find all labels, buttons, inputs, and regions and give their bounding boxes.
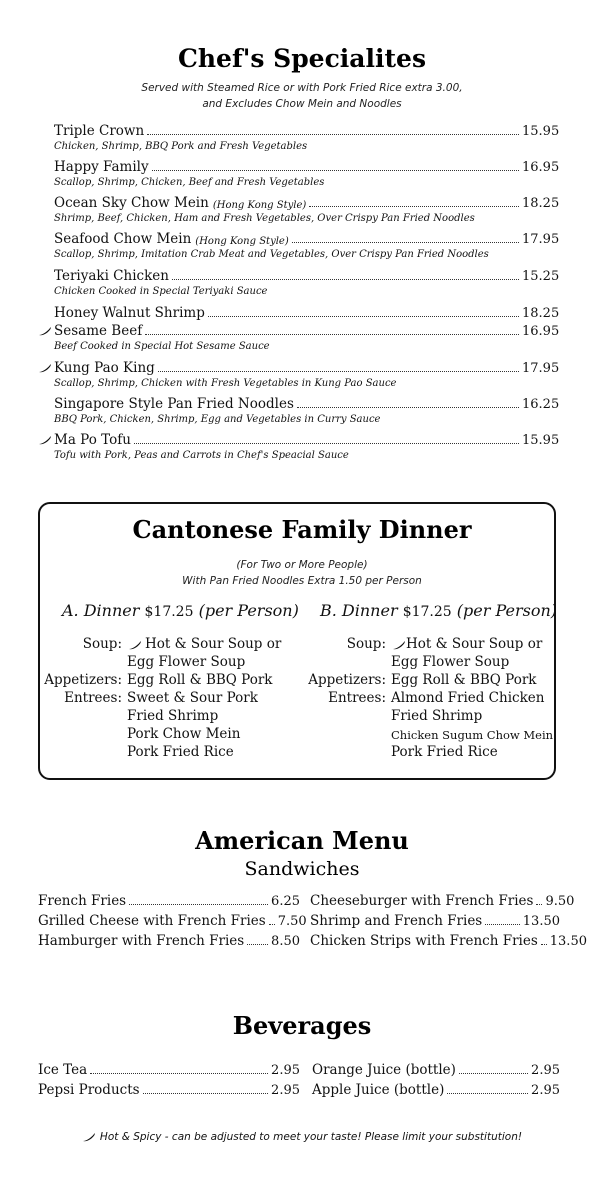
menu-item-row — [54, 193, 558, 211]
dinner-b-soup-1: Hot & Sour Soup or — [406, 636, 543, 652]
menu-item-row — [54, 266, 558, 284]
hot-pepper-icon — [82, 1132, 96, 1142]
cantonese-title: Cantonese Family Dinner — [132, 515, 472, 544]
dinner-a-name: A. Dinner — [62, 601, 140, 620]
dotted-leader — [247, 944, 268, 945]
menu-item-row — [54, 394, 558, 412]
dinner-a-soup-1: Hot & Sour Soup or — [145, 636, 282, 652]
beverages-item-row — [312, 1060, 560, 1078]
menu-item-description: Shrimp, Beef, Chicken, Ham and Fresh Vegetables, Over Crispy Pan Fried Noodles — [54, 213, 475, 224]
menu-item-row — [54, 121, 558, 139]
menu-item-name: Teriyaki Chicken — [54, 268, 169, 284]
menu-item-note: (Hong Kong Style) — [195, 236, 289, 247]
dotted-leader — [147, 134, 519, 135]
american-item-row — [310, 911, 560, 929]
hot-pepper-icon — [392, 640, 406, 650]
menu-item-name: Seafood Chow Mein — [54, 231, 192, 247]
dotted-leader — [208, 316, 519, 317]
dinner-a-soup-label: Soup: — [82, 636, 122, 652]
dinner-a-price: $17.25 — [144, 604, 194, 620]
american-item-name: Hamburger with French Fries — [38, 933, 245, 949]
menu-item-name: Triple Crown — [54, 123, 145, 139]
dotted-leader — [292, 242, 519, 243]
dinner-a-entree-2: Fried Shrimp — [127, 708, 219, 724]
spicy-footnote-text: Hot & Spicy - can be adjusted to meet your taste! Please limit your substitution! — [99, 1131, 523, 1143]
menu-item-name: Happy Family — [54, 159, 149, 175]
menu-item-price: 15.95 — [522, 124, 560, 139]
dinner-b-entrees-label: Entrees: — [328, 690, 386, 706]
dinner-b-heading — [320, 601, 557, 620]
dotted-leader — [129, 904, 268, 905]
american-item-price: 6.25 — [271, 894, 300, 909]
menu-item-row — [54, 430, 558, 448]
dotted-leader — [541, 944, 547, 945]
menu-item-name: Ma Po Tofu — [54, 432, 131, 448]
menu-item-name: Kung Pao King — [54, 360, 155, 376]
dotted-leader — [152, 170, 519, 171]
chefs-note-line-1: Served with Steamed Rice or with Pork Fried Rice extra 3.00, — [141, 82, 463, 94]
menu-item-price: 16.95 — [522, 324, 560, 339]
dinner-a-entrees-label: Entrees: — [64, 690, 122, 706]
dotted-leader — [269, 924, 275, 925]
american-item-price: 13.50 — [549, 934, 587, 949]
dinner-b-entree-4: Pork Fried Rice — [391, 744, 498, 760]
dotted-leader — [309, 206, 519, 207]
menu-item-note: (Hong Kong Style) — [212, 200, 307, 211]
menu-item-row — [54, 303, 558, 321]
spicy-footnote — [0, 1131, 604, 1143]
menu-item-description: BBQ Pork, Chicken, Shrimp, Egg and Vegetables in Curry Sauce — [54, 414, 381, 425]
menu-item-name: Singapore Style Pan Fried Noodles — [54, 396, 294, 412]
dinner-b-entree-2: Fried Shrimp — [391, 708, 483, 724]
menu-item-price: 18.25 — [522, 196, 560, 211]
dotted-leader — [90, 1073, 268, 1074]
american-item-name: Grilled Cheese with French Fries — [38, 913, 266, 929]
american-item-price: 13.50 — [522, 914, 560, 929]
chefs-specialites-title: Chef's Specialites — [177, 44, 427, 73]
dinner-b-entree-3: Chicken Sugum Chow Mein — [391, 728, 554, 742]
american-item-name: French Fries — [38, 893, 127, 909]
menu-item-name: Ocean Sky Chow Mein — [54, 195, 209, 211]
beverages-item-name: Pepsi Products — [38, 1082, 140, 1098]
american-item-row — [38, 931, 300, 949]
dotted-leader — [297, 407, 519, 408]
american-menu-title: American Menu — [195, 826, 409, 855]
beverages-item-name: Ice Tea — [38, 1062, 88, 1078]
dinner-b-appetizer-1: Egg Roll & BBQ Pork — [391, 672, 537, 688]
menu-item-name: Honey Walnut Shrimp — [54, 305, 205, 321]
dinner-b-soup-label: Soup: — [346, 636, 386, 652]
american-item-row — [38, 911, 307, 929]
beverages-title: Beverages — [232, 1011, 372, 1040]
menu-item-description: Tofu with Pork, Peas and Carrots in Chef's Speacial Sauce — [54, 450, 349, 461]
menu-item-row — [54, 321, 558, 339]
dinner-a-heading — [62, 601, 299, 620]
dinner-b-appetizers-label: Appetizers: — [308, 672, 386, 688]
menu-item-row — [54, 229, 558, 247]
dinner-a-entree-4: Pork Fried Rice — [127, 744, 234, 760]
dotted-leader — [459, 1073, 528, 1074]
menu-item-price: 16.95 — [522, 160, 560, 175]
menu-item-price: 17.95 — [522, 232, 560, 247]
dotted-leader — [134, 443, 519, 444]
dotted-leader — [447, 1093, 528, 1094]
dotted-leader — [158, 371, 519, 372]
hot-pepper-icon — [128, 640, 142, 650]
american-item-name: Cheeseburger with French Fries — [310, 893, 534, 909]
dinner-a-appetizer-1: Egg Roll & BBQ Pork — [127, 672, 273, 688]
menu-item-description: Scallop, Shrimp, Imitation Crab Meat and Vegetables, Over Crispy Pan Fried Noodles — [54, 249, 489, 260]
dotted-leader — [485, 924, 520, 925]
menu-item-price: 15.25 — [522, 269, 560, 284]
beverages-item-row — [312, 1080, 560, 1098]
sandwiches-subtitle: Sandwiches — [244, 858, 360, 880]
cantonese-note-line-2: With Pan Fried Noodles Extra 1.50 per Person — [182, 575, 422, 587]
american-item-price: 8.50 — [271, 934, 300, 949]
menu-item-price: 18.25 — [522, 306, 560, 321]
dotted-leader — [536, 904, 542, 905]
menu-item-description: Chicken, Shrimp, BBQ Pork and Fresh Vegetables — [54, 141, 308, 152]
menu-item-row — [54, 358, 558, 376]
american-item-row — [38, 891, 300, 909]
dinner-b-price: $17.25 — [402, 604, 452, 620]
hot-pepper-icon — [38, 363, 52, 373]
dotted-leader — [172, 279, 519, 280]
menu-item-row — [54, 157, 558, 175]
beverages-item-row — [38, 1080, 300, 1098]
american-item-price: 9.50 — [545, 894, 575, 909]
beverages-item-name: Orange Juice (bottle) — [312, 1062, 456, 1078]
american-item-row — [310, 931, 587, 949]
beverages-item-name: Apple Juice (bottle) — [312, 1082, 445, 1098]
menu-item-description: Beef Cooked in Special Hot Sesame Sauce — [54, 341, 270, 352]
dinner-b-soup-2: Egg Flower Soup — [391, 654, 510, 670]
beverages-item-price: 2.95 — [271, 1063, 300, 1078]
american-item-name: Chicken Strips with French Fries — [310, 933, 538, 949]
dinner-a-entree-3: Pork Chow Mein — [127, 726, 241, 742]
dinner-b-per: (per Person) — [456, 601, 558, 620]
beverages-item-price: 2.95 — [531, 1083, 560, 1098]
menu-item-description: Chicken Cooked in Special Teriyaki Sauce — [54, 286, 268, 297]
hot-pepper-icon — [38, 326, 52, 336]
menu-item-price: 17.95 — [522, 361, 560, 376]
menu-item-price: 16.25 — [522, 397, 560, 412]
chefs-note-line-2: and Excludes Chow Mein and Noodles — [202, 98, 402, 110]
american-item-price: 7.50 — [277, 914, 307, 929]
beverages-item-price: 2.95 — [271, 1083, 300, 1098]
dinner-a-soup-2: Egg Flower Soup — [127, 654, 246, 670]
dinner-b-name: B. Dinner — [320, 601, 398, 620]
dotted-leader — [143, 1093, 268, 1094]
beverages-item-price: 2.95 — [531, 1063, 560, 1078]
menu-item-name: Sesame Beef — [54, 323, 143, 339]
dinner-b-entree-1: Almond Fried Chicken — [391, 690, 545, 706]
cantonese-note-line-1: (For Two or More People) — [236, 559, 368, 571]
hot-pepper-icon — [38, 435, 52, 445]
dinner-a-per: (per Person) — [198, 601, 299, 620]
menu-item-price: 15.95 — [522, 433, 560, 448]
dotted-leader — [145, 334, 519, 335]
american-item-name: Shrimp and French Fries — [310, 913, 483, 929]
dinner-a-appetizers-label: Appetizers: — [44, 672, 122, 688]
american-item-row — [310, 891, 575, 909]
dinner-a-entree-1: Sweet & Sour Pork — [127, 690, 258, 706]
menu-item-description: Scallop, Shrimp, Chicken with Fresh Vegetables in Kung Pao Sauce — [54, 378, 397, 389]
menu-item-description: Scallop, Shrimp, Chicken, Beef and Fresh Vegetables — [54, 177, 325, 188]
beverages-item-row — [38, 1060, 300, 1078]
